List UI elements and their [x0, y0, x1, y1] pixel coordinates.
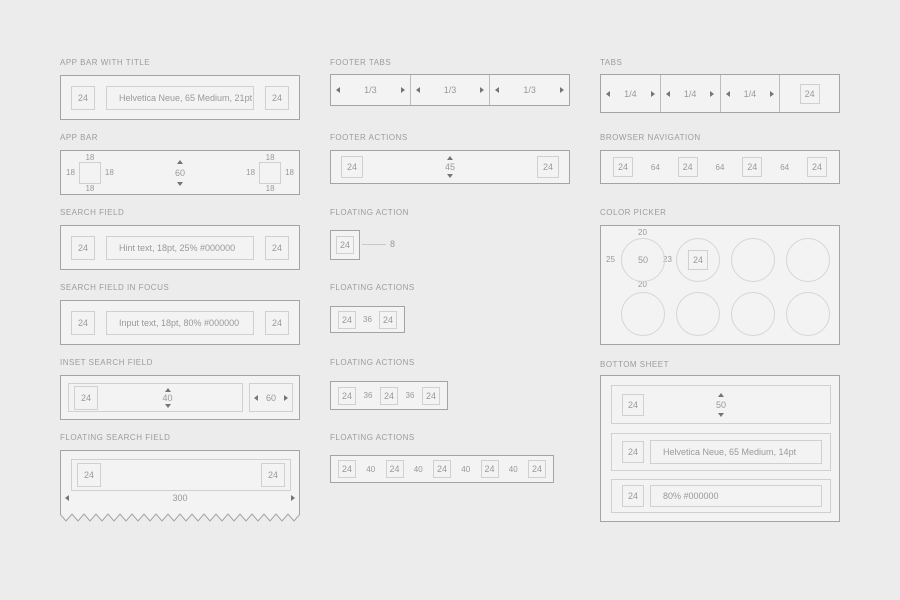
right-arrow-icon — [284, 395, 288, 401]
gap-value: 64 — [780, 162, 790, 172]
icon-placeholder-box — [79, 162, 101, 184]
left-padding-spec-box: 24 — [622, 485, 644, 507]
field-width-spec — [65, 493, 295, 503]
color-swatch — [786, 292, 830, 336]
torn-edge-zigzag — [60, 513, 300, 522]
app-bar-with-title-spec — [60, 75, 300, 120]
icon-size-spec-box: 24 — [528, 460, 546, 478]
app-bar-left-icon-spec — [66, 153, 114, 193]
left-padding-spec-box: 24 — [77, 463, 101, 487]
icon-size-spec-box: 24 — [433, 460, 451, 478]
section-label-footer-actions: FOOTER ACTIONS — [330, 133, 408, 142]
right-padding-spec-box: 24 — [261, 463, 285, 487]
icon-size-spec-box: 24 — [678, 157, 698, 177]
color-swatch: 50 — [621, 238, 665, 282]
tab-width-value: 1/4 — [624, 88, 637, 99]
font-spec-box: Helvetica Neue, 65 Medium, 14pt — [650, 440, 822, 464]
gap-value: 36 — [363, 391, 373, 400]
bottom-sheet-spec — [600, 375, 840, 522]
color-picker-spec — [600, 225, 840, 345]
title-font-spec-box: Helvetica Neue, 65 Medium, 21pt — [106, 86, 254, 110]
inset-search-field-spec — [60, 375, 300, 420]
search-field-spec — [60, 225, 300, 270]
tab-cell — [720, 75, 780, 112]
tab-cell — [601, 75, 660, 112]
left-arrow-icon — [65, 495, 69, 501]
down-arrow-icon — [447, 174, 453, 178]
browser-navigation-row — [601, 151, 839, 183]
right-arrow-icon — [291, 495, 295, 501]
app-bar-spec — [60, 150, 300, 195]
app-bar-row — [61, 151, 299, 194]
section-label-search-field: SEARCH FIELD — [60, 208, 125, 217]
search-field-in-focus-row — [61, 301, 299, 344]
right-padding-spec-box: 24 — [265, 236, 289, 260]
floating-field-box — [71, 459, 291, 491]
section-label-app-bar-with-title: APP BAR WITH TITLE — [60, 58, 151, 67]
side-width-spec-box — [249, 383, 293, 412]
tab-width-value: 1/4 — [683, 88, 697, 99]
hint-text-spec-box: Hint text, 18pt, 25% #000000 — [106, 236, 254, 260]
left-arrow-icon — [336, 87, 340, 93]
right-arrow-icon — [401, 87, 405, 93]
footer-actions-spec — [330, 150, 570, 184]
down-arrow-icon — [177, 182, 183, 186]
footer-actions-row — [331, 151, 569, 183]
width-value: 300 — [172, 493, 188, 503]
left-arrow-icon — [666, 91, 670, 97]
section-label-inset-search-field: INSET SEARCH FIELD — [60, 358, 153, 367]
floating-actions-large-spec — [330, 455, 554, 483]
up-arrow-icon — [447, 156, 453, 160]
section-label-floating-actions-medium: FLOATING ACTIONS — [330, 358, 415, 367]
color-swatch — [676, 292, 720, 336]
color-swatch — [676, 238, 720, 282]
height-value: 45 — [444, 162, 455, 172]
section-label-browser-navigation: BROWSER NAVIGATION — [600, 133, 701, 142]
right-padding-spec-box: 24 — [265, 86, 289, 110]
right-arrow-icon — [560, 87, 564, 93]
floating-actions-large-row — [331, 456, 553, 482]
icon-size-spec-box: 24 — [338, 387, 356, 405]
left-arrow-icon — [495, 87, 499, 93]
input-text-spec-box: Input text, 18pt, 80% #000000 — [106, 311, 254, 335]
down-arrow-icon — [718, 413, 724, 417]
left-arrow-icon — [606, 91, 610, 97]
gap-value: 64 — [650, 162, 660, 172]
bottom-sheet-text-row — [611, 433, 831, 471]
color-swatch — [731, 292, 775, 336]
section-label-floating-action: FLOATING ACTION — [330, 208, 409, 217]
right-arrow-icon — [651, 91, 655, 97]
footer-tab-cell — [410, 75, 490, 105]
left-arrow-icon — [254, 395, 258, 401]
section-label-floating-actions-large: FLOATING ACTIONS — [330, 433, 415, 442]
search-field-row — [61, 226, 299, 269]
offset-connector-line — [362, 244, 386, 245]
section-label-footer-tabs: FOOTER TABS — [330, 58, 392, 67]
margin-top-value: 18 — [265, 152, 275, 162]
swatch-gap-value: 23 — [663, 255, 672, 264]
section-label-floating-search-field: FLOATING SEARCH FIELD — [60, 433, 171, 442]
tab-cell — [660, 75, 720, 112]
footer-tabs-spec — [330, 74, 570, 106]
margin-bottom-value: 18 — [85, 183, 95, 193]
height-value: 40 — [162, 392, 173, 403]
section-label-bottom-sheet: BOTTOM SHEET — [600, 360, 669, 369]
right-arrow-icon — [480, 87, 484, 93]
icon-size-spec-box: 24 — [807, 157, 827, 177]
icon-size-spec-box: 24 — [336, 236, 354, 254]
section-label-search-field-in-focus: SEARCH FIELD IN FOCUS — [60, 283, 170, 292]
left-arrow-icon — [726, 91, 730, 97]
app-bar-right-icon-spec — [246, 153, 294, 193]
color-swatch — [731, 238, 775, 282]
up-arrow-icon — [718, 393, 724, 397]
icon-size-spec-box: 24 — [481, 460, 499, 478]
tabs-spec — [600, 74, 840, 113]
height-value: 60 — [174, 167, 185, 178]
gap-value: 40 — [366, 464, 376, 474]
icon-size-spec-box: 24 — [338, 311, 356, 329]
left-padding-spec-box: 24 — [74, 386, 98, 410]
right-arrow-icon — [770, 91, 774, 97]
margin-right-value: 18 — [104, 168, 114, 177]
margin-top-value: 18 — [85, 152, 95, 162]
icon-size-spec-box: 24 — [338, 460, 356, 478]
row-gap-value: 20 — [638, 280, 647, 289]
margin-right-value: 18 — [285, 168, 294, 177]
icon-size-spec-box: 24 — [422, 387, 440, 405]
margin-bottom-value: 18 — [265, 183, 275, 193]
section-label-color-picker: COLOR PICKER — [600, 208, 667, 217]
gap-value: 40 — [461, 464, 471, 474]
footer-tab-cell — [331, 75, 410, 105]
down-arrow-icon — [165, 404, 171, 408]
opacity-spec-box: 80% #000000 — [650, 485, 822, 507]
up-arrow-icon — [177, 160, 183, 164]
floating-actions-small-row — [331, 307, 404, 332]
tab-width-value: 1/4 — [743, 88, 757, 99]
tab-width-value: 1/3 — [523, 85, 536, 95]
bottom-sheet-color-row — [611, 479, 831, 513]
floating-actions-medium-spec — [330, 381, 448, 410]
gap-value: 40 — [508, 464, 518, 474]
left-action-spec-box: 24 — [341, 156, 363, 178]
icon-size-spec-box: 24 — [386, 460, 404, 478]
gap-value: 36 — [363, 315, 372, 324]
tab-cell-icon — [779, 75, 839, 112]
gap-value: 36 — [405, 391, 415, 400]
section-label-floating-actions-small: FLOATING ACTIONS — [330, 283, 415, 292]
app-bar-height-spec — [175, 160, 185, 186]
footer-tab-cell — [489, 75, 569, 105]
color-swatch — [621, 292, 665, 336]
row-height-spec — [644, 393, 798, 417]
left-padding-spec-box: 24 — [71, 311, 95, 335]
right-padding-spec-box: 24 — [265, 311, 289, 335]
field-height-spec — [98, 388, 237, 408]
left-padding-spec-box: 24 — [622, 441, 644, 463]
section-label-tabs: TABS — [600, 58, 623, 67]
icon-size-spec-box: 24 — [613, 157, 633, 177]
left-padding-spec-box: 24 — [71, 236, 95, 260]
gap-value: 64 — [715, 162, 725, 172]
browser-navigation-spec — [600, 150, 840, 184]
right-arrow-icon — [710, 91, 714, 97]
icon-size-spec-box: 24 — [688, 250, 708, 270]
bar-height-spec — [363, 156, 537, 178]
inset-field-box — [68, 383, 243, 412]
search-field-in-focus-spec — [60, 300, 300, 345]
offset-value: 8 — [390, 239, 396, 249]
margin-left-value: 18 — [246, 168, 256, 177]
tab-width-value: 1/3 — [443, 85, 457, 95]
icon-placeholder-box — [259, 162, 281, 184]
side-width-value: 60 — [265, 392, 276, 403]
gap-value: 40 — [413, 464, 423, 474]
up-arrow-icon — [165, 388, 171, 392]
icon-size-spec-box: 24 — [379, 311, 397, 329]
icon-size-spec-box: 24 — [800, 84, 820, 104]
floating-action-spec — [330, 230, 360, 260]
floating-actions-medium-row — [331, 382, 447, 409]
section-label-app-bar: APP BAR — [60, 133, 99, 142]
left-arrow-icon — [416, 87, 420, 93]
floating-actions-small-spec — [330, 306, 405, 333]
icon-size-spec-box: 24 — [742, 157, 762, 177]
bottom-sheet-header-row — [611, 385, 831, 424]
left-margin-value: 25 — [606, 255, 615, 264]
right-action-spec-box: 24 — [537, 156, 559, 178]
app-bar-with-title-row — [61, 76, 299, 119]
top-margin-value: 20 — [638, 228, 647, 237]
tab-width-value: 1/3 — [364, 85, 377, 95]
left-padding-spec-box: 24 — [71, 86, 95, 110]
floating-search-field-spec — [60, 450, 300, 514]
margin-left-value: 18 — [66, 168, 75, 177]
height-value: 50 — [715, 399, 726, 410]
icon-size-spec-box: 24 — [380, 387, 398, 405]
left-padding-spec-box: 24 — [622, 394, 644, 416]
color-swatch — [786, 238, 830, 282]
